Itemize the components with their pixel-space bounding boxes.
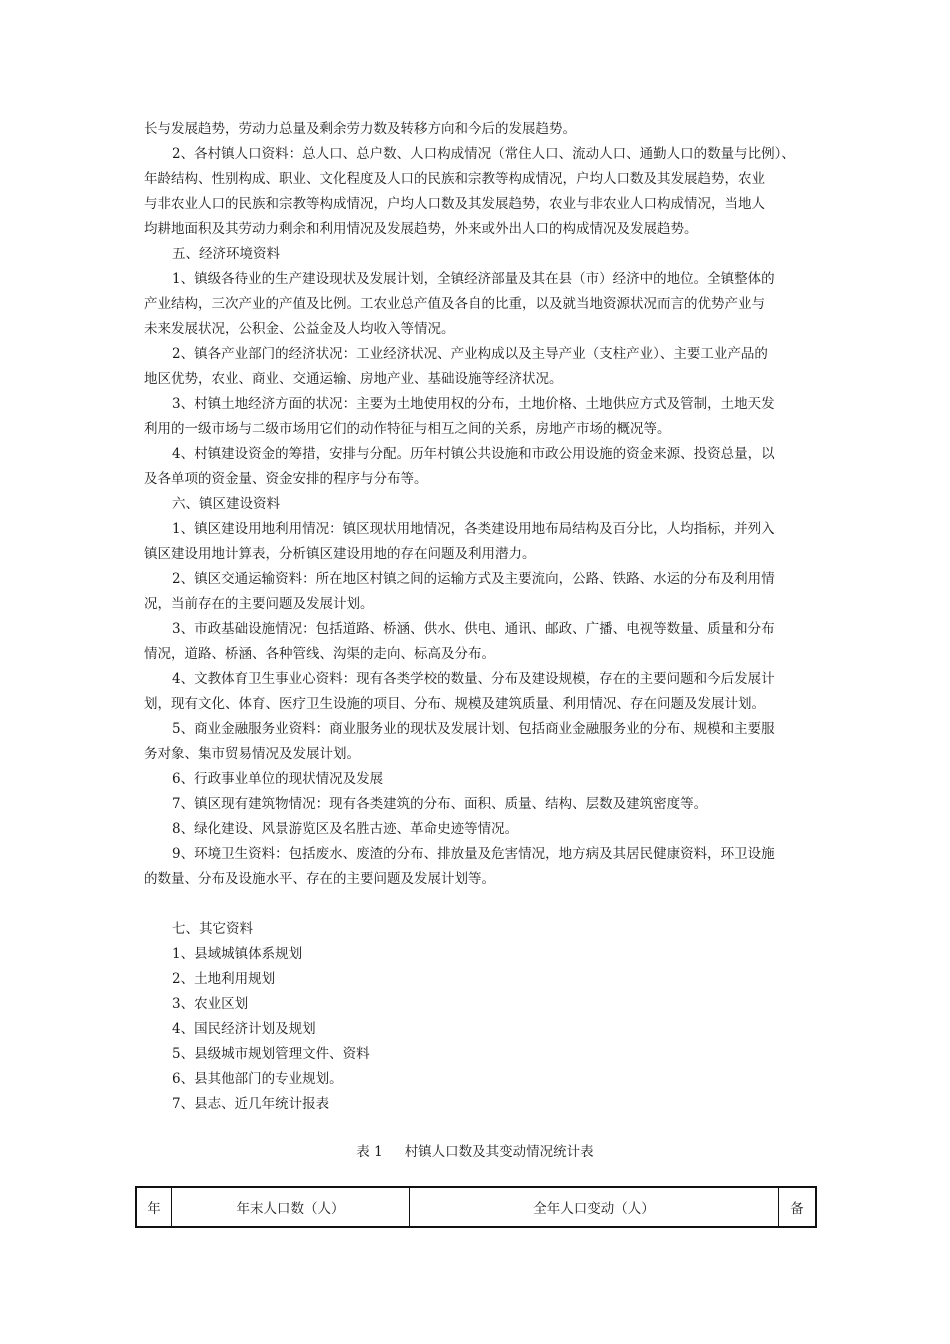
text-line: 2、各村镇人口资料：总人口、总户数、人口构成情况（常住人口、流动人口、通勤人口的数量与比例）、 (172, 146, 795, 162)
text-line: 情况，道路、桥涵、各种管线、沟渠的走向、标高及分布。 (144, 646, 495, 662)
text-line: 1、县域城镇体系规划 (172, 946, 303, 962)
text-line: 2、镇区交通运输资料：所在地区村镇之间的运输方式及主要流向，公路、铁路、水运的分布及利用情 (172, 571, 775, 587)
section-heading (144, 917, 812, 942)
text-line: 划，现有文化、体育、医疗卫生设施的项目、分布、规模及建筑质量、利用情况、存在问题及发展计划。 (144, 696, 765, 712)
text-line: 产业结构，三次产业的产值及比例。工农业总产值及各自的比重，以及就当地资源状况而言的优势产业与 (144, 296, 765, 312)
document-body (144, 117, 812, 1117)
paragraph (144, 817, 812, 842)
text-line: 1、镇级各待业的生产建设现状及发展计划，全镇经济部量及其在县（市）经济中的地位。全镇整体的 (172, 271, 775, 287)
paragraph (144, 392, 812, 442)
population-table (135, 1186, 817, 1228)
text-line: 5、商业金融服务业资料：商业服务业的现状及发展计划、包括商业金融服务业的分布、规模和主要服 (172, 721, 775, 737)
text-line: 2、土地利用规划 (172, 971, 276, 987)
paragraph (144, 1092, 812, 1117)
paragraph (144, 792, 812, 817)
text-line: 6、县其他部门的专业规划。 (172, 1071, 343, 1087)
paragraph (144, 442, 812, 492)
paragraph (144, 617, 812, 667)
section-heading (144, 492, 812, 517)
text-line: 况，当前存在的主要问题及发展计划。 (144, 596, 374, 612)
text-line: 7、县志、近几年统计报表 (172, 1096, 330, 1112)
text-line: 地区优势，农业、商业、交通运输、房地产业、基础设施等经济状况。 (144, 371, 563, 387)
text-line: 七、其它资料 (172, 921, 253, 937)
paragraph (144, 267, 812, 342)
text-line: 均耕地面积及其劳动力剩余和利用情况及发展趋势，外来或外出人口的构成情况及发展趋势。 (144, 221, 698, 237)
text-line: 未来发展状况，公积金、公益金及人均收入等情况。 (144, 321, 455, 337)
text-line: 务对象、集市贸易情况及发展计划。 (144, 746, 360, 762)
text-line: 与非农业人口的民族和宗教等构成情况，户均人口数及其发展趋势，农业与非农业人口构成情况，当地人 (144, 196, 765, 212)
text-line: 3、村镇土地经济方面的状况：主要为土地使用权的分布，土地价格、土地供应方式及管制，土地天发 (172, 396, 775, 412)
text-line: 9、环境卫生资料：包括废水、废渣的分布、排放量及危害情况，地方病及其居民健康资料，环卫设施 (172, 846, 775, 862)
paragraph (144, 942, 812, 967)
paragraph (144, 842, 812, 892)
text-line: 4、文教体育卫生事业心资料：现有各类学校的数量、分布及建设规模，存在的主要问题和今后发展计 (172, 671, 775, 687)
text-line: 5、县级城市规划管理文件、资料 (172, 1046, 370, 1062)
text-line: 利用的一级市场与二级市场用它们的动作特征与相互之间的关系，房地产市场的概况等。 (144, 421, 671, 437)
table-caption-title: 村镇人口数及其变动情况统计表 (404, 1144, 594, 1160)
paragraph (144, 1017, 812, 1042)
text-line: 4、国民经济计划及规划 (172, 1021, 316, 1037)
text-line: 及各单项的资金量、资金安排的程序与分布等。 (144, 471, 428, 487)
header-cell-remarks: 备 (779, 1187, 817, 1227)
text-line: 6、行政事业单位的现状情况及发展 (172, 771, 384, 787)
text-line: 镇区建设用地计算表，分析镇区建设用地的存在问题及利用潜力。 (144, 546, 536, 562)
table-header-row (136, 1187, 816, 1227)
header-cell-population-change: 全年人口变动（人） (410, 1187, 779, 1227)
header-cell-year-end-population: 年末人口数（人） (172, 1187, 410, 1227)
text-line: 7、镇区现有建筑物情况：现有各类建筑的分布、面积、质量、结构、层数及建筑密度等。 (172, 796, 708, 812)
section-heading (144, 242, 812, 267)
header-cell-year: 年 (136, 1187, 172, 1227)
text-line: 3、农业区划 (172, 996, 249, 1012)
table-caption-number: 表 1 (356, 1144, 383, 1160)
text-line: 的数量、分布及设施水平、存在的主要问题及发展计划等。 (144, 871, 495, 887)
text-line: 1、镇区建设用地利用情况：镇区现状用地情况，各类建设用地布局结构及百分比，人均指标，并列入 (172, 521, 775, 537)
paragraph (144, 967, 812, 992)
paragraph (144, 667, 812, 717)
paragraph (144, 1067, 812, 1092)
text-line: 年龄结构、性别构成、职业、文化程度及人口的民族和宗教等构成情况，户均人口数及其发展趋势，农业 (144, 171, 765, 187)
table-caption (0, 1142, 950, 1162)
text-line: 8、绿化建设、风景游览区及名胜古迹、革命史迹等情况。 (172, 821, 519, 837)
text-line: 4、村镇建设资金的筹措，安排与分配。历年村镇公共设施和市政公用设施的资金来源、投资总量，以 (172, 446, 775, 462)
text-line: 六、镇区建设资料 (172, 496, 280, 512)
paragraph (144, 342, 812, 392)
paragraph (144, 567, 812, 617)
paragraph (144, 117, 812, 142)
text-line: 3、市政基础设施情况：包括道路、桥涵、供水、供电、通讯、邮政、广播、电视等数量、质量和分布 (172, 621, 775, 637)
paragraph (144, 767, 812, 792)
paragraph (144, 142, 812, 242)
blank-line (144, 892, 812, 917)
paragraph (144, 517, 812, 567)
text-line: 2、镇各产业部门的经济状况：工业经济状况、产业构成以及主导产业（支柱产业）、主要工业产品的 (172, 346, 768, 362)
paragraph (144, 992, 812, 1017)
text-line: 长与发展趋势，劳动力总量及剩余劳力数及转移方向和今后的发展趋势。 (144, 121, 576, 137)
paragraph (144, 717, 812, 767)
text-line: 五、经济环境资料 (172, 246, 280, 262)
paragraph (144, 1042, 812, 1067)
